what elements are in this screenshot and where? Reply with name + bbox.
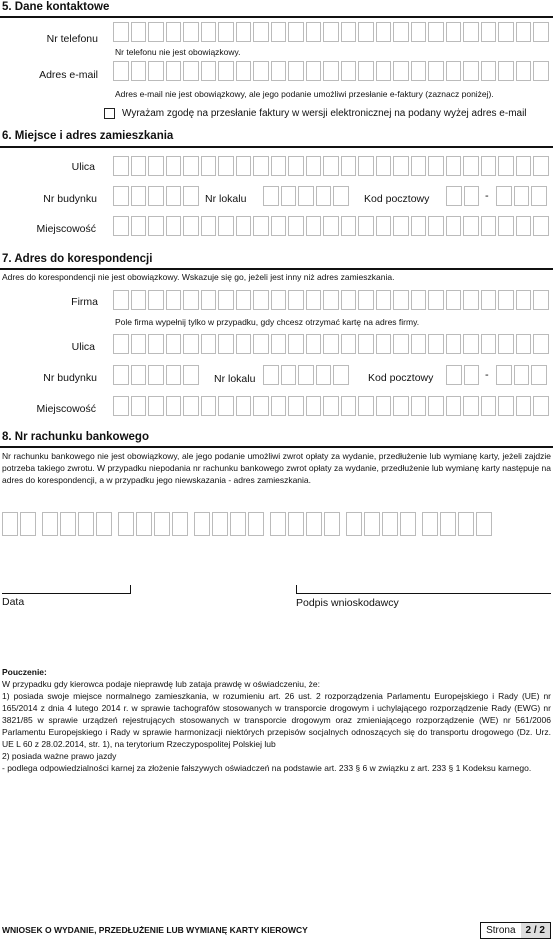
char-box[interactable] <box>183 290 199 310</box>
char-box[interactable] <box>113 290 129 310</box>
char-box[interactable] <box>113 396 129 416</box>
notice-title: Pouczenie: <box>2 667 47 677</box>
char-box[interactable] <box>166 156 182 176</box>
corr-apartment-number-label: Nr lokalu <box>214 373 256 385</box>
char-box[interactable] <box>428 216 444 236</box>
char-box[interactable] <box>516 396 532 416</box>
account-digit-box[interactable] <box>42 512 58 536</box>
char-box[interactable] <box>236 61 252 81</box>
char-box[interactable] <box>236 156 252 176</box>
char-box[interactable] <box>533 156 549 176</box>
char-box[interactable] <box>131 22 147 42</box>
char-box[interactable] <box>131 290 147 310</box>
section5-rule <box>0 16 553 18</box>
corr-building-number-label: Nr budynku <box>43 372 97 384</box>
corr-city-label: Miejscowość <box>36 403 96 415</box>
char-box[interactable] <box>306 156 322 176</box>
account-digit-box[interactable] <box>400 512 416 536</box>
char-box[interactable] <box>393 334 409 354</box>
char-box[interactable] <box>481 156 497 176</box>
char-box[interactable] <box>514 186 530 206</box>
page-label: Strona <box>481 923 520 938</box>
corr-street-label: Ulica <box>71 341 95 353</box>
char-box[interactable] <box>481 396 497 416</box>
section8-rule <box>0 446 553 448</box>
char-box[interactable] <box>464 365 480 385</box>
char-box[interactable] <box>323 216 339 236</box>
city-input[interactable] <box>113 216 551 236</box>
char-box[interactable] <box>376 156 392 176</box>
char-box[interactable] <box>288 334 304 354</box>
char-box[interactable] <box>113 22 129 42</box>
char-box[interactable] <box>288 61 304 81</box>
char-box[interactable] <box>498 396 514 416</box>
char-box[interactable] <box>428 334 444 354</box>
char-box[interactable] <box>516 22 532 42</box>
char-box[interactable] <box>148 156 164 176</box>
account-digit-box[interactable] <box>154 512 170 536</box>
account-digit-box[interactable] <box>476 512 492 536</box>
char-box[interactable] <box>358 22 374 42</box>
company-input[interactable] <box>113 290 551 310</box>
char-box[interactable] <box>183 156 199 176</box>
char-box[interactable] <box>446 156 462 176</box>
char-box[interactable] <box>496 365 512 385</box>
char-box[interactable] <box>201 61 217 81</box>
char-box[interactable] <box>236 216 252 236</box>
char-box[interactable] <box>358 61 374 81</box>
account-digit-box[interactable] <box>118 512 134 536</box>
char-box[interactable] <box>393 290 409 310</box>
building-number-input[interactable] <box>113 186 201 206</box>
account-digit-box[interactable] <box>248 512 264 536</box>
char-box[interactable] <box>218 216 234 236</box>
char-box[interactable] <box>236 396 252 416</box>
char-box[interactable] <box>498 290 514 310</box>
char-box[interactable] <box>323 22 339 42</box>
char-box[interactable] <box>131 365 147 385</box>
char-box[interactable] <box>531 365 547 385</box>
char-box[interactable] <box>306 22 322 42</box>
char-box[interactable] <box>516 290 532 310</box>
char-box[interactable] <box>166 396 182 416</box>
char-box[interactable] <box>148 396 164 416</box>
char-box[interactable] <box>253 396 269 416</box>
corr-building-number-input[interactable] <box>113 365 201 385</box>
char-box[interactable] <box>323 156 339 176</box>
city-label: Miejscowość <box>36 223 96 235</box>
char-box[interactable] <box>201 334 217 354</box>
char-box[interactable] <box>463 334 479 354</box>
char-box[interactable] <box>464 186 480 206</box>
char-box[interactable] <box>463 290 479 310</box>
char-box[interactable] <box>514 365 530 385</box>
einvoice-consent-checkbox[interactable] <box>104 108 115 119</box>
char-box[interactable] <box>236 334 252 354</box>
einvoice-consent-label: Wyrażam zgodę na przesłanie faktury w wersji elektronicznej na podany wyżej adres e-mail <box>122 108 527 119</box>
char-box[interactable] <box>281 186 297 206</box>
char-box[interactable] <box>411 22 427 42</box>
char-box[interactable] <box>131 156 147 176</box>
char-box[interactable] <box>463 396 479 416</box>
char-box[interactable] <box>531 186 547 206</box>
account-digit-box[interactable] <box>96 512 112 536</box>
char-box[interactable] <box>113 61 129 81</box>
notice-body: W przypadku gdy kierowca podaje nieprawdę lub zataja prawdę w oświadczeniu, że: 1) posiada swoje miejsce normalnego zamieszkania, w rozumieniu art. 26 ust. 2 rozporządzenia Parlamentu Europejskiego i Rady (UE) nr 165/2014 z dnia 4 lutego 2014 r. w sprawie tachografów stosowanych w transporcie drogowym i uchylającego rozporządzenie Rady (EWG) nr 3821/85 w sprawie urządzeń rejestrujących stosowanych w transporcie drogowym oraz zmieniającego rozporządzenie (WE) nr 561/2006 Parlamentu Europejskiego i Rady w sprawie harmonizacji niektórych przepisów socjalnych odnoszących się do transportu drogowego (Dz. Urz. UE L 60 z 28.02.2014, str. 1), na terytorium Rzeczypospolitej Polskiej lub 2) posiada ważne prawo jazdy - podlega odpowiedzialności karnej za złożenie fałszywych oświadczeń na podstawie art. 233 § 6 w związku z art. 233 § 1 Kodeksu karnego. <box>2 679 551 773</box>
char-box[interactable] <box>271 216 287 236</box>
char-box[interactable] <box>183 216 199 236</box>
char-box[interactable] <box>113 365 129 385</box>
char-box[interactable] <box>376 334 392 354</box>
postal-code-dash: - <box>485 190 489 202</box>
account-digit-box[interactable] <box>136 512 152 536</box>
char-box[interactable] <box>323 61 339 81</box>
page-number: 2 / 2 <box>521 923 550 938</box>
char-box[interactable] <box>131 186 147 206</box>
char-box[interactable] <box>218 61 234 81</box>
char-box[interactable] <box>411 290 427 310</box>
char-box[interactable] <box>393 61 409 81</box>
char-box[interactable] <box>393 396 409 416</box>
date-label: Data <box>2 596 25 608</box>
char-box[interactable] <box>271 396 287 416</box>
char-box[interactable] <box>446 396 462 416</box>
char-box[interactable] <box>393 216 409 236</box>
char-box[interactable] <box>516 156 532 176</box>
apartment-number-input[interactable] <box>263 186 351 206</box>
char-box[interactable] <box>166 216 182 236</box>
postal-code-suffix-input[interactable] <box>496 186 549 206</box>
section7-title: 7. Adres do korespondencji <box>2 253 153 265</box>
char-box[interactable] <box>446 334 462 354</box>
char-box[interactable] <box>201 156 217 176</box>
char-box[interactable] <box>271 61 287 81</box>
section6-rule <box>0 146 553 148</box>
char-box[interactable] <box>411 396 427 416</box>
postal-code-prefix-input[interactable] <box>446 186 481 206</box>
char-box[interactable] <box>253 216 269 236</box>
apartment-number-label: Nr lokalu <box>205 193 247 205</box>
char-box[interactable] <box>358 216 374 236</box>
bank-account-input[interactable] <box>2 512 494 536</box>
char-box[interactable] <box>498 156 514 176</box>
char-box[interactable] <box>376 396 392 416</box>
char-box[interactable] <box>376 216 392 236</box>
char-box[interactable] <box>166 22 182 42</box>
char-box[interactable] <box>113 334 129 354</box>
section7-rule <box>0 268 553 270</box>
corr-city-input[interactable] <box>113 396 551 416</box>
char-box[interactable] <box>236 290 252 310</box>
account-digit-box[interactable] <box>324 512 340 536</box>
char-box[interactable] <box>446 290 462 310</box>
char-box[interactable] <box>498 334 514 354</box>
char-box[interactable] <box>131 396 147 416</box>
char-box[interactable] <box>411 61 427 81</box>
building-number-label: Nr budynku <box>43 193 97 205</box>
char-box[interactable] <box>428 156 444 176</box>
char-box[interactable] <box>341 61 357 81</box>
char-box[interactable] <box>113 156 129 176</box>
char-box[interactable] <box>496 186 512 206</box>
char-box[interactable] <box>411 334 427 354</box>
corr-street-input[interactable] <box>113 334 551 354</box>
char-box[interactable] <box>481 216 497 236</box>
email-label: Adres e-mail <box>39 69 98 81</box>
char-box[interactable] <box>201 216 217 236</box>
corr-postal-code-label: Kod pocztowy <box>368 372 434 384</box>
char-box[interactable] <box>113 216 129 236</box>
char-box[interactable] <box>218 22 234 42</box>
char-box[interactable] <box>148 22 164 42</box>
char-box[interactable] <box>253 156 269 176</box>
char-box[interactable] <box>463 216 479 236</box>
signature-label: Podpis wnioskodawcy <box>296 597 399 609</box>
account-digit-box[interactable] <box>364 512 380 536</box>
char-box[interactable] <box>358 156 374 176</box>
char-box[interactable] <box>306 61 322 81</box>
account-digit-box[interactable] <box>288 512 304 536</box>
char-box[interactable] <box>358 396 374 416</box>
char-box[interactable] <box>446 186 462 206</box>
char-box[interactable] <box>218 156 234 176</box>
account-digit-box[interactable] <box>346 512 362 536</box>
char-box[interactable] <box>411 156 427 176</box>
char-box[interactable] <box>333 186 349 206</box>
section8-title: 8. Nr rachunku bankowego <box>2 431 149 443</box>
corr-postal-code-dash: - <box>485 369 489 381</box>
char-box[interactable] <box>218 290 234 310</box>
account-digit-box[interactable] <box>382 512 398 536</box>
char-box[interactable] <box>298 365 314 385</box>
company-label: Firma <box>71 296 98 308</box>
date-line[interactable] <box>2 585 131 594</box>
char-box[interactable] <box>306 334 322 354</box>
signature-line[interactable] <box>296 585 551 594</box>
char-box[interactable] <box>341 156 357 176</box>
char-box[interactable] <box>463 156 479 176</box>
char-box[interactable] <box>183 186 199 206</box>
char-box[interactable] <box>446 22 462 42</box>
char-box[interactable] <box>281 365 297 385</box>
char-box[interactable] <box>516 61 532 81</box>
corr-postal-code-prefix-input[interactable] <box>446 365 481 385</box>
char-box[interactable] <box>253 22 269 42</box>
phone-label: Nr telefonu <box>46 33 98 45</box>
char-box[interactable] <box>166 290 182 310</box>
phone-hint: Nr telefonu nie jest obowiązkowy. <box>115 47 241 57</box>
char-box[interactable] <box>341 334 357 354</box>
char-box[interactable] <box>323 334 339 354</box>
char-box[interactable] <box>481 290 497 310</box>
email-hint: Adres e-mail nie jest obowiązkowy, ale jego podanie umożliwi przesłanie e-faktury (zaznacz poniżej). <box>115 89 494 99</box>
char-box[interactable] <box>201 396 217 416</box>
char-box[interactable] <box>253 61 269 81</box>
char-box[interactable] <box>288 396 304 416</box>
char-box[interactable] <box>533 216 549 236</box>
char-box[interactable] <box>183 61 199 81</box>
section5-title: 5. Dane kontaktowe <box>2 1 110 13</box>
street-label: Ulica <box>71 161 95 173</box>
char-box[interactable] <box>341 396 357 416</box>
char-box[interactable] <box>236 22 252 42</box>
corr-apartment-number-input[interactable] <box>263 365 351 385</box>
char-box[interactable] <box>148 334 164 354</box>
char-box[interactable] <box>183 365 199 385</box>
char-box[interactable] <box>516 216 532 236</box>
char-box[interactable] <box>498 22 514 42</box>
char-box[interactable] <box>253 290 269 310</box>
char-box[interactable] <box>201 290 217 310</box>
company-hint: Pole firma wypełnij tylko w przypadku, gdy chcesz otrzymać kartę na adres firmy. <box>115 317 420 327</box>
char-box[interactable] <box>288 22 304 42</box>
char-box[interactable] <box>148 290 164 310</box>
char-box[interactable] <box>148 61 164 81</box>
char-box[interactable] <box>428 396 444 416</box>
account-digit-box[interactable] <box>306 512 322 536</box>
account-digit-box[interactable] <box>270 512 286 536</box>
char-box[interactable] <box>166 61 182 81</box>
char-box[interactable] <box>183 396 199 416</box>
char-box[interactable] <box>533 290 549 310</box>
section6-title: 6. Miejsce i adres zamieszkania <box>2 130 174 142</box>
char-box[interactable] <box>533 61 549 81</box>
section8-intro: Nr rachunku bankowego nie jest obowiązkowy, ale jego podanie umożliwi zwrot opłaty za wydanie, przedłużenie lub wymianę karty, jeżeli zajdzie potrzeba takiego zwrotu. W przypadku niepodania nr rachunku bankowego zwrot opłaty za wydanie, przedłużenie lub wymianę karty następuje na adres do korespondencji, a w przypadku jego niewskazania - adres zamieszkania. <box>2 451 551 485</box>
account-digit-box[interactable] <box>458 512 474 536</box>
char-box[interactable] <box>166 365 182 385</box>
account-digit-box[interactable] <box>2 512 18 536</box>
char-box[interactable] <box>446 216 462 236</box>
page-indicator <box>480 922 551 939</box>
char-box[interactable] <box>201 22 217 42</box>
char-box[interactable] <box>316 186 332 206</box>
char-box[interactable] <box>148 365 164 385</box>
account-digit-box[interactable] <box>230 512 246 536</box>
char-box[interactable] <box>306 290 322 310</box>
char-box[interactable] <box>323 290 339 310</box>
account-digit-box[interactable] <box>20 512 36 536</box>
phone-input[interactable] <box>113 22 551 42</box>
char-box[interactable] <box>263 186 279 206</box>
char-box[interactable] <box>323 396 339 416</box>
char-box[interactable] <box>358 334 374 354</box>
char-box[interactable] <box>428 22 444 42</box>
char-box[interactable] <box>183 22 199 42</box>
street-input[interactable] <box>113 156 551 176</box>
account-digit-box[interactable] <box>194 512 210 536</box>
char-box[interactable] <box>148 216 164 236</box>
char-box[interactable] <box>288 216 304 236</box>
account-digit-box[interactable] <box>60 512 76 536</box>
char-box[interactable] <box>271 22 287 42</box>
char-box[interactable] <box>333 365 349 385</box>
email-input[interactable] <box>113 61 551 81</box>
char-box[interactable] <box>263 365 279 385</box>
account-digit-box[interactable] <box>422 512 438 536</box>
char-box[interactable] <box>288 156 304 176</box>
account-digit-box[interactable] <box>212 512 228 536</box>
char-box[interactable] <box>481 61 497 81</box>
char-box[interactable] <box>533 22 549 42</box>
char-box[interactable] <box>298 186 314 206</box>
char-box[interactable] <box>376 290 392 310</box>
char-box[interactable] <box>306 216 322 236</box>
char-box[interactable] <box>166 334 182 354</box>
char-box[interactable] <box>393 22 409 42</box>
account-digit-box[interactable] <box>78 512 94 536</box>
char-box[interactable] <box>218 334 234 354</box>
char-box[interactable] <box>533 334 549 354</box>
char-box[interactable] <box>498 61 514 81</box>
account-digit-box[interactable] <box>172 512 188 536</box>
char-box[interactable] <box>446 365 462 385</box>
char-box[interactable] <box>183 334 199 354</box>
char-box[interactable] <box>166 186 182 206</box>
char-box[interactable] <box>218 396 234 416</box>
char-box[interactable] <box>376 22 392 42</box>
char-box[interactable] <box>271 156 287 176</box>
char-box[interactable] <box>341 22 357 42</box>
account-digit-box[interactable] <box>440 512 456 536</box>
char-box[interactable] <box>271 290 287 310</box>
char-box[interactable] <box>446 61 462 81</box>
char-box[interactable] <box>341 216 357 236</box>
char-box[interactable] <box>271 334 287 354</box>
form-title: WNIOSEK O WYDANIE, PRZEDŁUŻENIE LUB WYMIANĘ KARTY KIEROWCY <box>2 925 308 935</box>
char-box[interactable] <box>393 156 409 176</box>
char-box[interactable] <box>463 22 479 42</box>
char-box[interactable] <box>498 216 514 236</box>
char-box[interactable] <box>481 334 497 354</box>
char-box[interactable] <box>481 22 497 42</box>
char-box[interactable] <box>288 290 304 310</box>
char-box[interactable] <box>148 186 164 206</box>
char-box[interactable] <box>131 334 147 354</box>
char-box[interactable] <box>341 290 357 310</box>
corr-postal-code-suffix-input[interactable] <box>496 365 549 385</box>
char-box[interactable] <box>113 186 129 206</box>
char-box[interactable] <box>306 396 322 416</box>
char-box[interactable] <box>463 61 479 81</box>
char-box[interactable] <box>358 290 374 310</box>
char-box[interactable] <box>376 61 392 81</box>
char-box[interactable] <box>253 334 269 354</box>
char-box[interactable] <box>516 334 532 354</box>
char-box[interactable] <box>428 290 444 310</box>
char-box[interactable] <box>411 216 427 236</box>
char-box[interactable] <box>131 61 147 81</box>
char-box[interactable] <box>533 396 549 416</box>
section7-intro: Adres do korespondencji nie jest obowiązkowy. Wskazuje się go, jeżeli jest inny niż adres zamieszkania. <box>2 272 395 282</box>
char-box[interactable] <box>131 216 147 236</box>
postal-code-label: Kod pocztowy <box>364 193 430 205</box>
char-box[interactable] <box>316 365 332 385</box>
char-box[interactable] <box>428 61 444 81</box>
